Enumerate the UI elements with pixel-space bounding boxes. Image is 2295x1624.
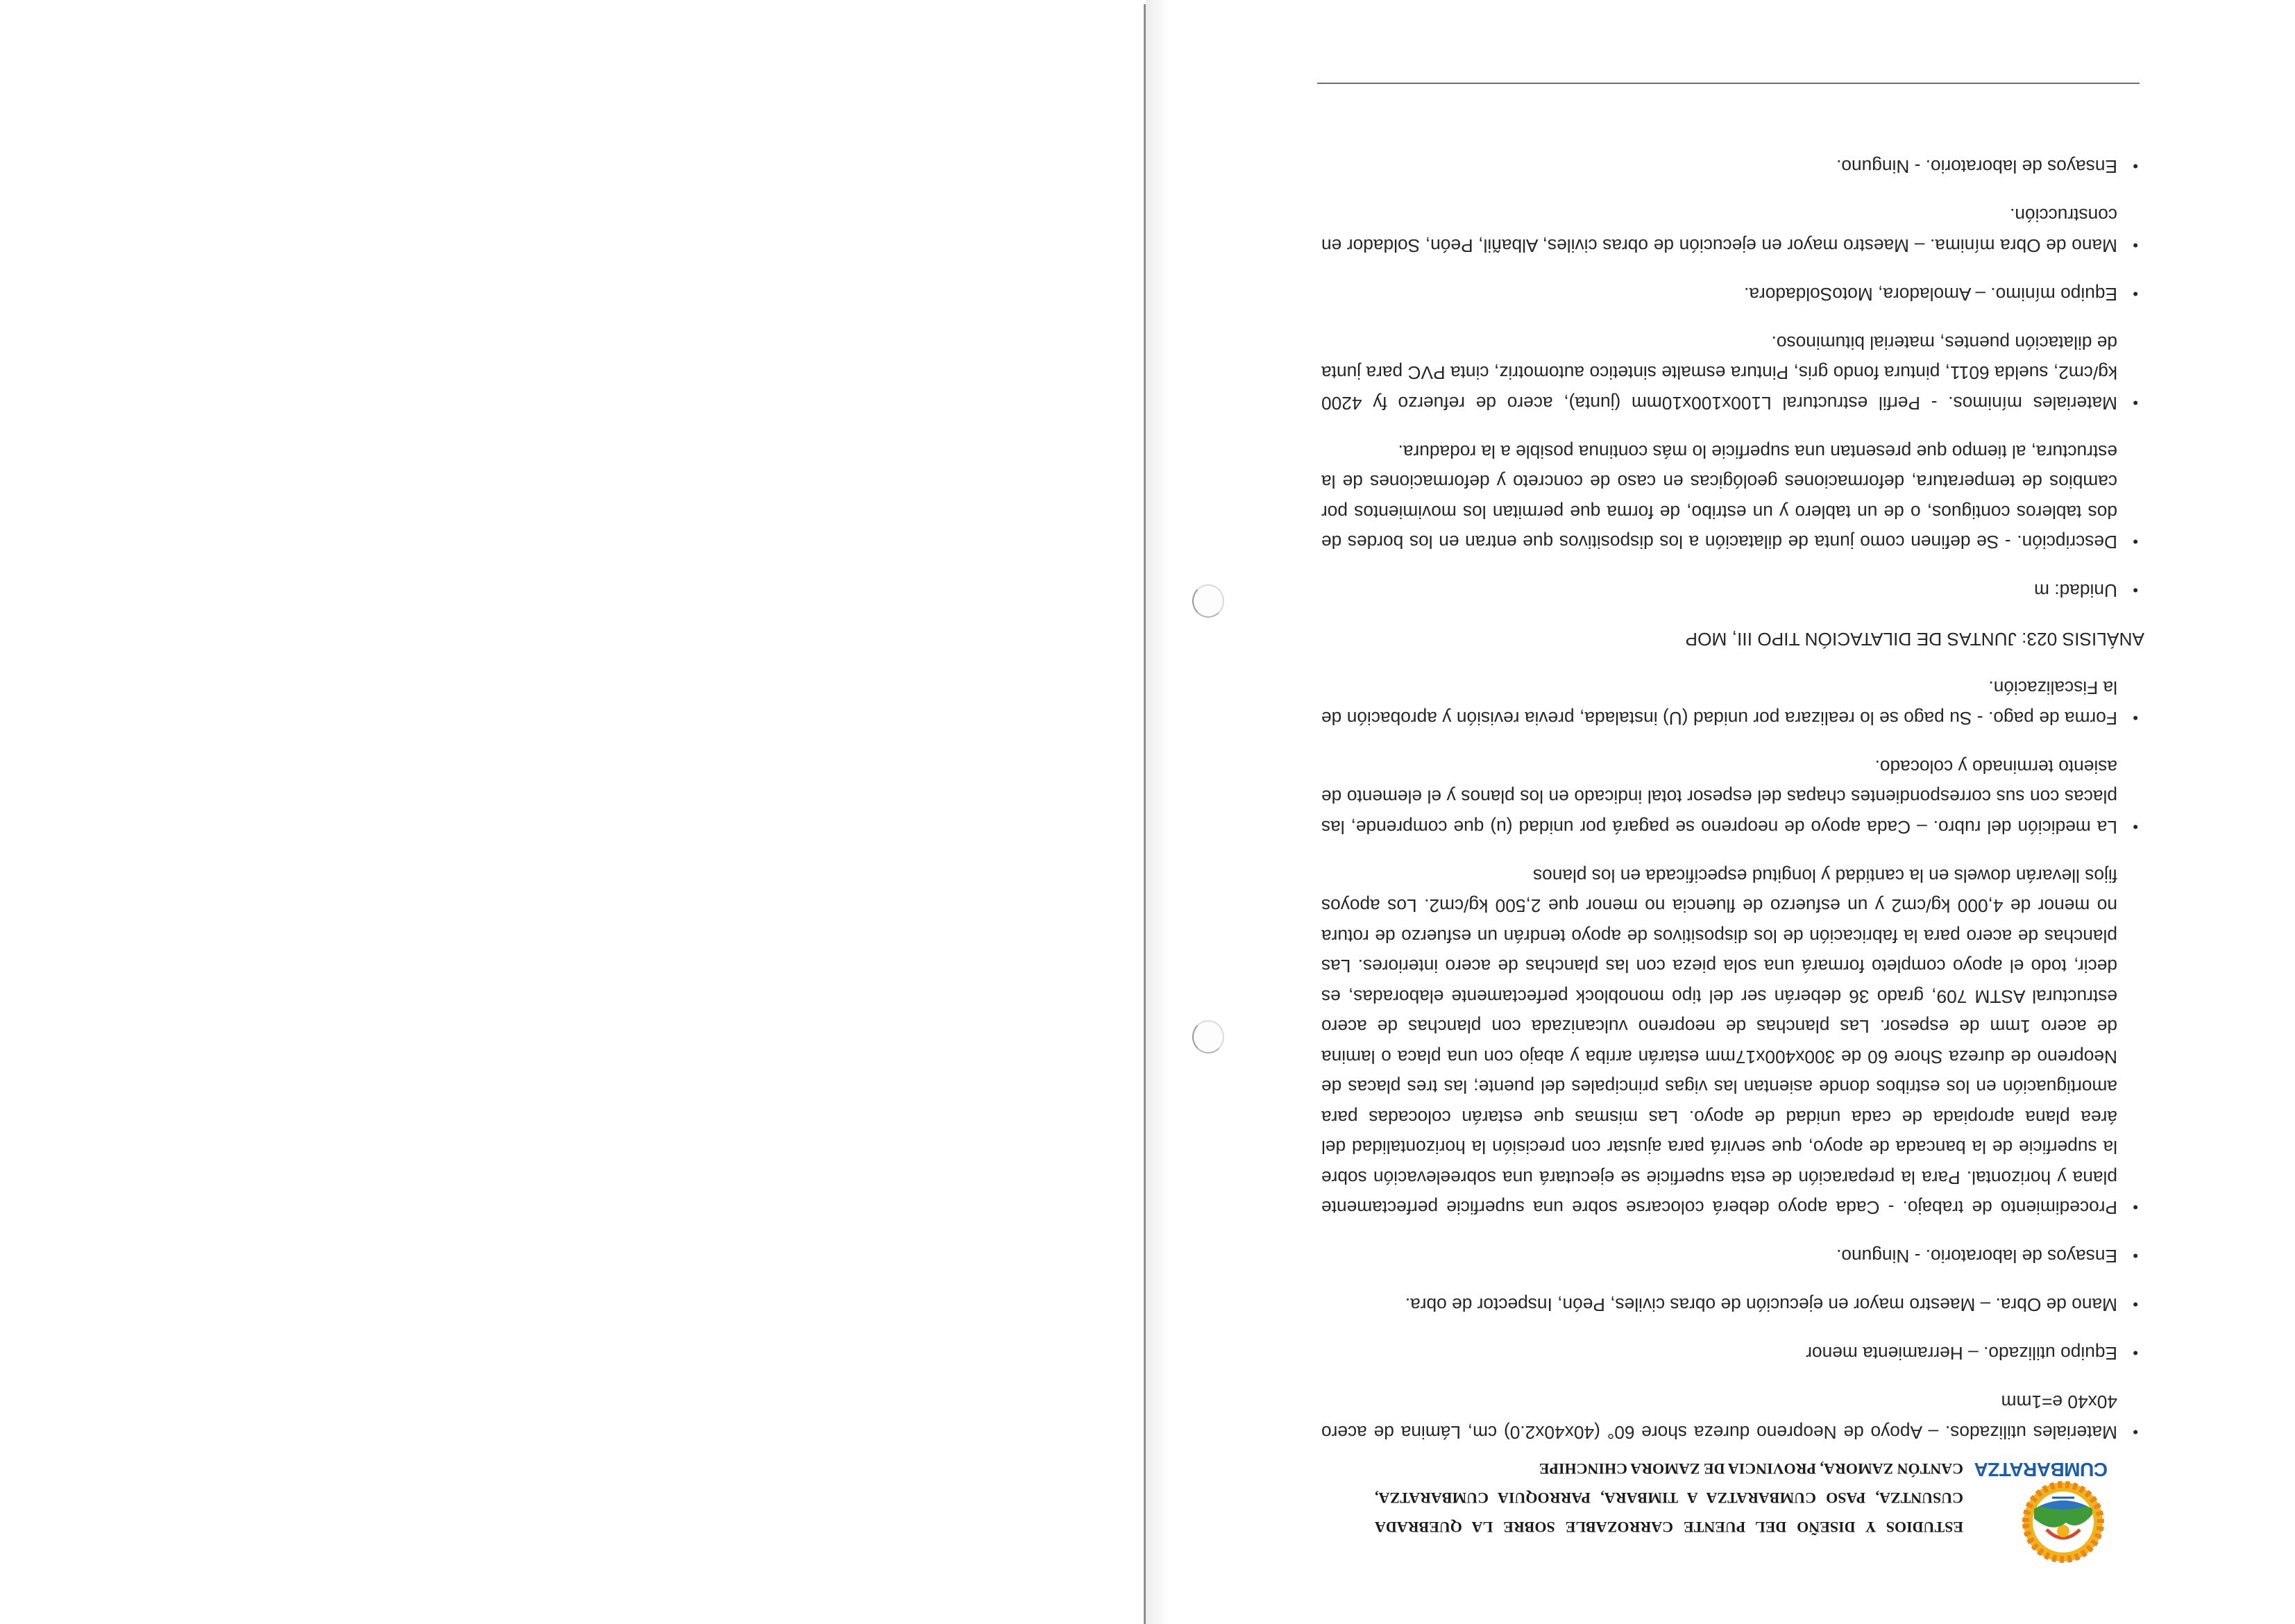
document-body [1321,133,2144,1448]
section-heading-analisis-023: ANÁLISIS 023: JUNTAS DE DILATACIÓN TIPO III, MOP [1685,629,2144,650]
rotated-page-content [1146,0,2295,1624]
bullet-item-equipo-utilizado: • Equipo utilizado. – Herramienta menor [1321,1338,2117,1369]
bullet-item-ensayos-laboratorio: • Ensayos de laboratorio. - Ninguno. [1321,151,2117,182]
bullet-item-medicion-rubro: • La medición del rubro. – Cada apoyo de neopreno se pagará por unidad (u) que comprende, las placas con sus correspondientes chapas del espesor total indicado en los planos y el elemento de asiento terminado y colocado. [1321,752,2117,843]
scanned-document-sheet [1146,0,2295,1624]
bullet-item-unidad: • Unidad: m [1321,575,2117,606]
bullet-item-descripcion: • Descripción. - Se definen como junta de dilatación a los dispositivos que entran en los bordes de dos tableros contiguos, o de un tablero y un estribo, de forma que permitan los movimientos por cambios de temperatura, deformaciones geológicas en caso de concreto y deformaciones de la estructura, al tiempo que presentan una superficie lo más continua posible a la rodadura. [1321,437,2117,557]
bullet-item-mano-de-obra: • Mano de Obra. – Maestro mayor en ejecución de obras civiles, Peón, Inspector de obra. [1321,1289,2117,1320]
bullet-item-ensayos-laboratorio: • Ensayos de laboratorio. - Ninguno. [1321,1241,2117,1271]
footer-divider-line [1317,83,2140,84]
cumbaratza-emblem-icon [2019,1480,2108,1564]
header-title-line: CUSUNTZA, PASO CUMBARATZA A TIMBARA, PARROQUIA CUMBARATZA, [1375,1489,1963,1507]
bullet-item-mano-de-obra-minima: • Mano de Obra mínima. – Maestro mayor en ejecución de obras civiles, Albañil, Peón, Soldador en construcción. [1321,200,2117,260]
bullet-item-materiales-minimos: • Materiales mínimos. - Perfil estructural L100x100x10mm (junta), acero de refuerzo fy 4200 kg/cm2, suelda 6011, pintura fondo gris, Pintura esmalte sintetico automotriz, cinta PVC para junta de dilatación puentes, material bituminoso. [1321,328,2117,418]
header-title-line: CANTÓN ZAMORA, PROVINCIA DE ZAMORA CHINCHIPE [1539,1460,1963,1478]
bullet-item-equipo-minimo: • Equipo mínimo. – Amoladora, MotoSoldadora. [1321,279,2117,310]
bullet-item-materiales-utilizados: • Materiales utilizados. – Apoyo de Neopreno dureza shore 60° (40x40x2.0) cm, Lámina de acero 40x40 e=1mm [1321,1387,2117,1447]
logo-wordmark: CUMBARATZA [1974,1459,2108,1480]
bullet-item-procedimiento-trabajo: • Procedimiento de trabajo. - Cada apoyo deberá colocarse sobre una superficie perfectamente plana y horizontal. Para la preparación de esta superficie se ejecutará una sobreelevación sobre la superficie de la bancada de apoyo, que servirá para ajustar con precisión la horizontalidad del área plana apropiada de cada unidad de apoyo. Las mismas que estarán colocadas para amortiguación en los estribos donde asientan las vigas principales del puente; las tres placas de Neopreno de dureza Shore 60 de 300x400x17mm estarán arriba y abajo con una placa o lamina de acero 1mm de espesor. Las planchas de neopreno vulcanizada con planchas de acero estructural ASTM 709, grado 36 deberán ser del tipo monoblock perfectamente elaboradas, es decir, todo el apoyo completo formará una sola pieza con las planchas de acero interiores. Las planchas de acero para la fabricación de los dispositivos de apoyo tendrán un esfuerzo de rotura no menor de 4,000 kg/cm2 y un esfuerzo de fluencia no menor que 2,500 kg/cm2. Los apoyos fijos llevarán dowels en la cantidad y longitud especificada en los planos [1321,861,2117,1223]
bullet-item-forma-de-pago: • Forma de pago. - Su pago se lo realizara por unidad (U) instalada, previa revisión y aprobación de la Fiscalización. [1321,673,2117,733]
bullet-list-apoyos [1321,673,2117,1447]
header-title-line: ESTUDIOS Y DISEÑO DEL PUENTE CARROZABLE SOBRE LA QUEBRADA [1375,1519,1963,1536]
bullet-list-juntas-dilatacion [1321,151,2117,606]
document-header-title [1375,1454,1963,1541]
